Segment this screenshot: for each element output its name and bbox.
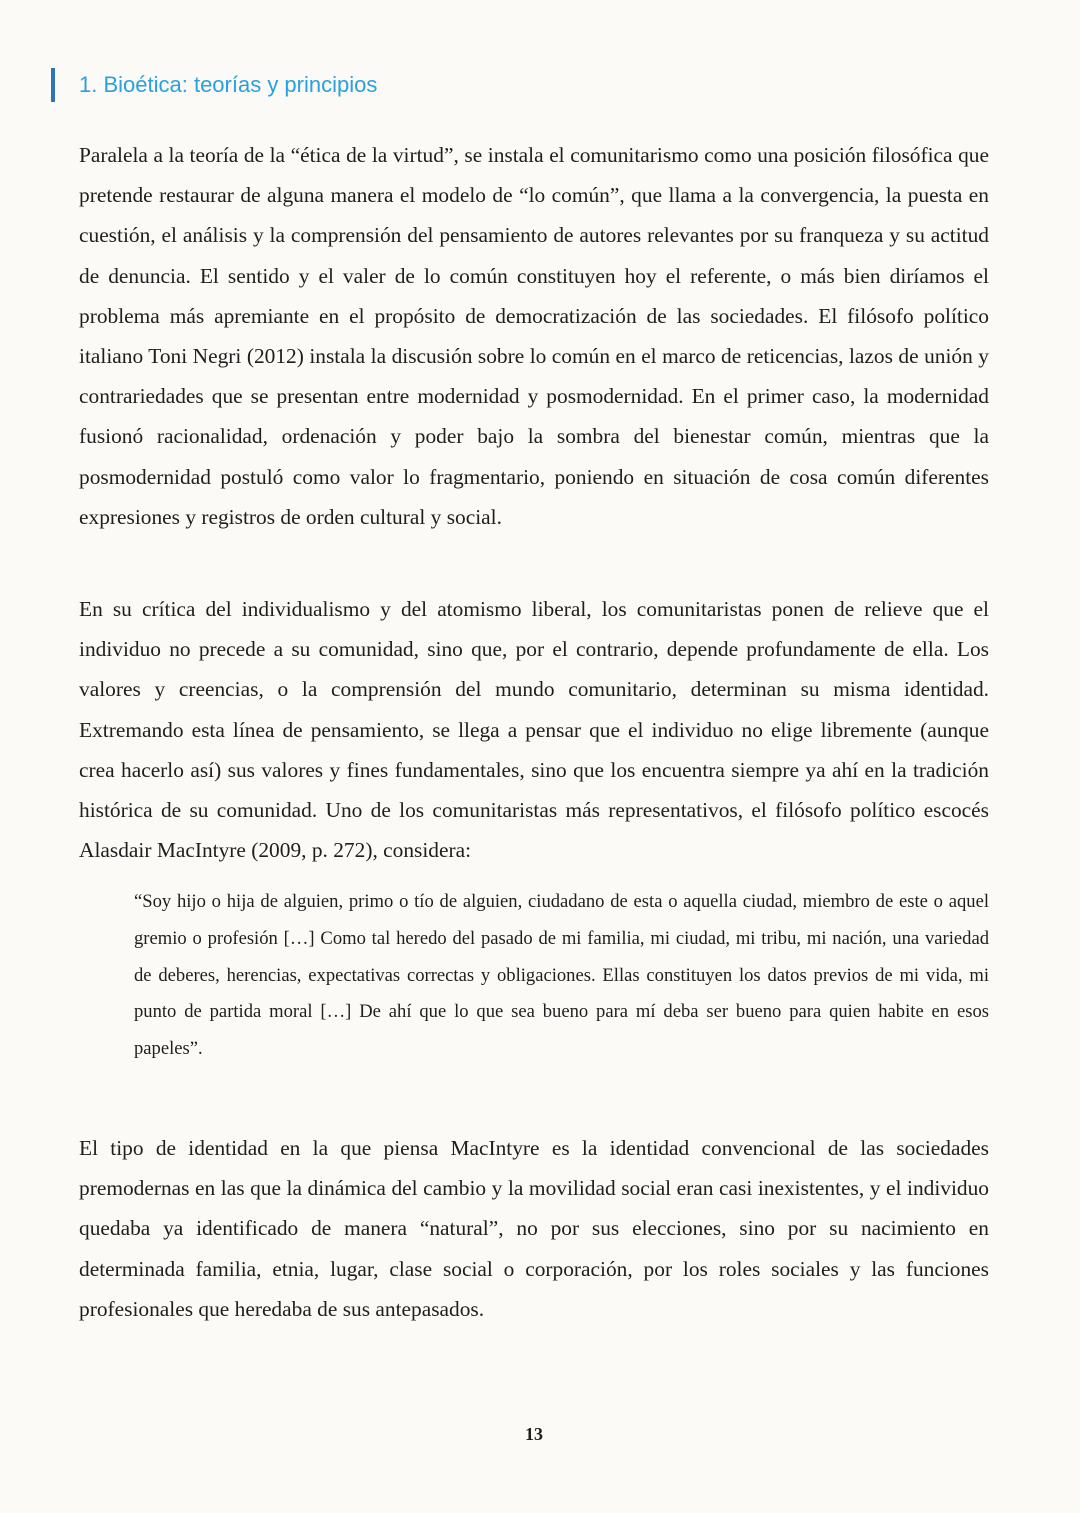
paragraph-2: En su crítica del individualismo y del atomismo liberal, los comunitaristas ponen de relieve que el individuo no precede a su comunidad, sino que, por el contrario, depende profundamente de ella. Los valores y creencias, o la comprensión del mundo comunitario, determinan su misma identidad. Extremando esta línea de pensamiento, se llega a pensar que el individuo no elige libremente (aunque crea hacerlo así) sus valores y fines fundamentales, sino que los encuentra siempre ya ahí en la tradición histórica de su comunidad. Uno de los comunitaristas más representativos, el filósofo político escocés Alasdair MacIntyre (2009, p. 272), considera:: [79, 597, 989, 863]
section-title: 1. Bioética: teorías y principios: [79, 72, 378, 97]
paragraph-1: Paralela a la teoría de la “ética de la virtud”, se instala el comunitarismo como una posición filosófica que pretende restaurar de alguna manera el modelo de “lo común”, que llama a la convergencia, la puesta en cuestión, el análisis y la comprensión del pensamiento de autores relevantes por su franqueza y su actitud de denuncia. El sentido y el valer de lo común constituyen hoy el referente, o más bien diríamos el problema más apremiante en el propósito de democratización de las sociedades. El filósofo político italiano Toni Negri (2012) instala la discusión sobre lo común en el marco de reticencias, lazos de unión y contrariedades que se presentan entre modernidad y posmodernidad. En el primer caso, la modernidad fusionó racionalidad, ordenación y poder bajo la sombra del bienestar común, mientras que la posmodernidad postuló como valor lo fragmentario, poniendo en situación de cosa común diferentes expresiones y registros de orden cultural y social.: [79, 143, 989, 529]
heading-accent-bar: [51, 68, 55, 102]
block-quote: “Soy hijo o hija de alguien, primo o tío de alguien, ciudadano de esta o aquella ciudad, miembro de este o aquel gremio o profesión […] Como tal heredo del pasado de mi familia, mi ciudad, mi tribu, mi nación, una variedad de deberes, herencias, expectativas correctas y obligaciones. Ellas constituyen los datos previos de mi vida, mi punto de partida moral […] De ahí que lo que sea bueno para mí deba ser bueno para quien habite en esos papeles”.: [134, 891, 989, 1060]
section-heading: [51, 68, 377, 102]
page-number: 13: [525, 1424, 543, 1444]
paragraph-3: El tipo de identidad en la que piensa MacIntyre es la identidad convencional de las sociedades premodernas en las que la dinámica del cambio y la movilidad social eran casi inexistentes, y el individuo quedaba ya identificado de manera “natural”, no por sus elecciones, sino por su nacimiento en determinada familia, etnia, lugar, clase social o corporación, por los roles sociales y las funciones profesionales que heredaba de sus antepasados.: [79, 1136, 989, 1321]
